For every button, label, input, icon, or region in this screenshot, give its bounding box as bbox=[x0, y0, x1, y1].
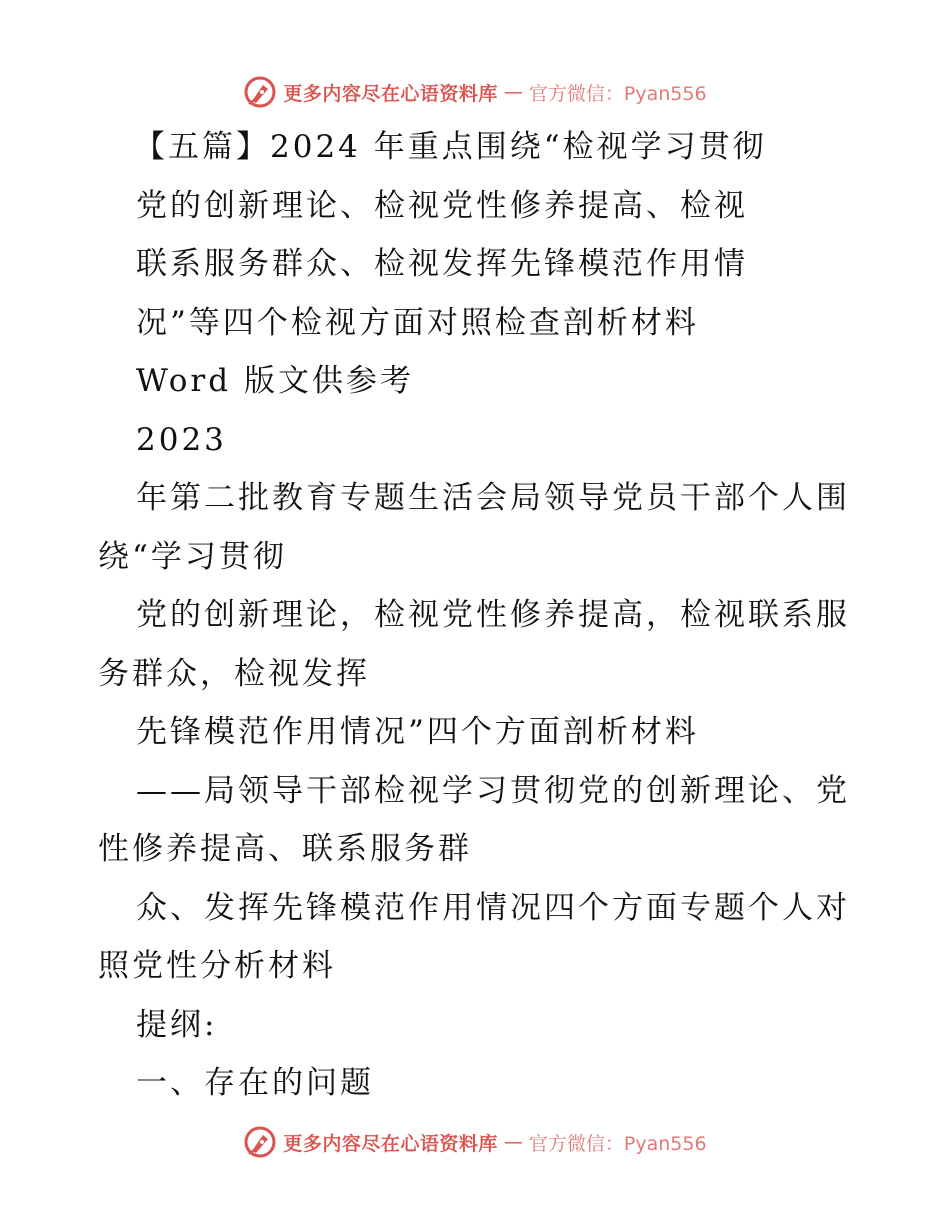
body-line: ——局领导干部检视学习贯彻党的创新理论、党 bbox=[136, 772, 850, 809]
outline-heading: 提纲: bbox=[136, 1006, 218, 1043]
body-line: 先锋模范作用情况”四个方面剖析材料 bbox=[136, 714, 699, 750]
watermark-brand: 更多内容尽在心语资料库 bbox=[283, 1132, 498, 1155]
title-line-4: 况”等四个检视方面对照检查剖析材料 bbox=[136, 304, 699, 341]
body-line: 众、发挥先锋模范作用情况四个方面专题个人对 bbox=[136, 889, 850, 926]
body-line: 性修养提高、联系服务群 bbox=[98, 831, 472, 867]
watermark-header bbox=[0, 70, 950, 114]
pen-nib-circle-icon bbox=[243, 75, 277, 109]
title-line-2: 党的创新理论、检视党性修养提高、检视 bbox=[136, 187, 748, 224]
watermark-brand: 更多内容尽在心语资料库 bbox=[283, 82, 498, 105]
document-body bbox=[98, 118, 858, 1113]
watermark-contact: 官方微信：Pyan556 bbox=[528, 82, 707, 105]
body-line: 绕“学习贯彻 bbox=[98, 538, 287, 575]
watermark-separator: — bbox=[503, 1131, 523, 1153]
subtitle-line: Word 版文供参考 bbox=[136, 363, 414, 399]
watermark-contact: 官方微信：Pyan556 bbox=[528, 1132, 707, 1155]
pen-nib-circle-icon bbox=[243, 1125, 277, 1159]
year-line: 2023 bbox=[136, 421, 227, 458]
watermark-footer bbox=[0, 1120, 950, 1164]
title-line-1: 【五篇】2024 年重点围绕“检视学习贯彻 bbox=[134, 129, 767, 165]
title-line-3: 联系服务群众、检视发挥先锋模范作用情 bbox=[136, 246, 748, 282]
section-heading: 一、存在的问题 bbox=[136, 1065, 374, 1101]
body-line: 照党性分析材料 bbox=[98, 948, 336, 984]
body-line: 党的创新理论，检视党性修养提高，检视联系服 bbox=[136, 597, 850, 633]
watermark-separator: — bbox=[503, 81, 523, 103]
body-line: 务群众，检视发挥 bbox=[98, 655, 370, 692]
body-line: 年第二批教育专题生活会局领导党员干部个人围 bbox=[136, 480, 850, 516]
